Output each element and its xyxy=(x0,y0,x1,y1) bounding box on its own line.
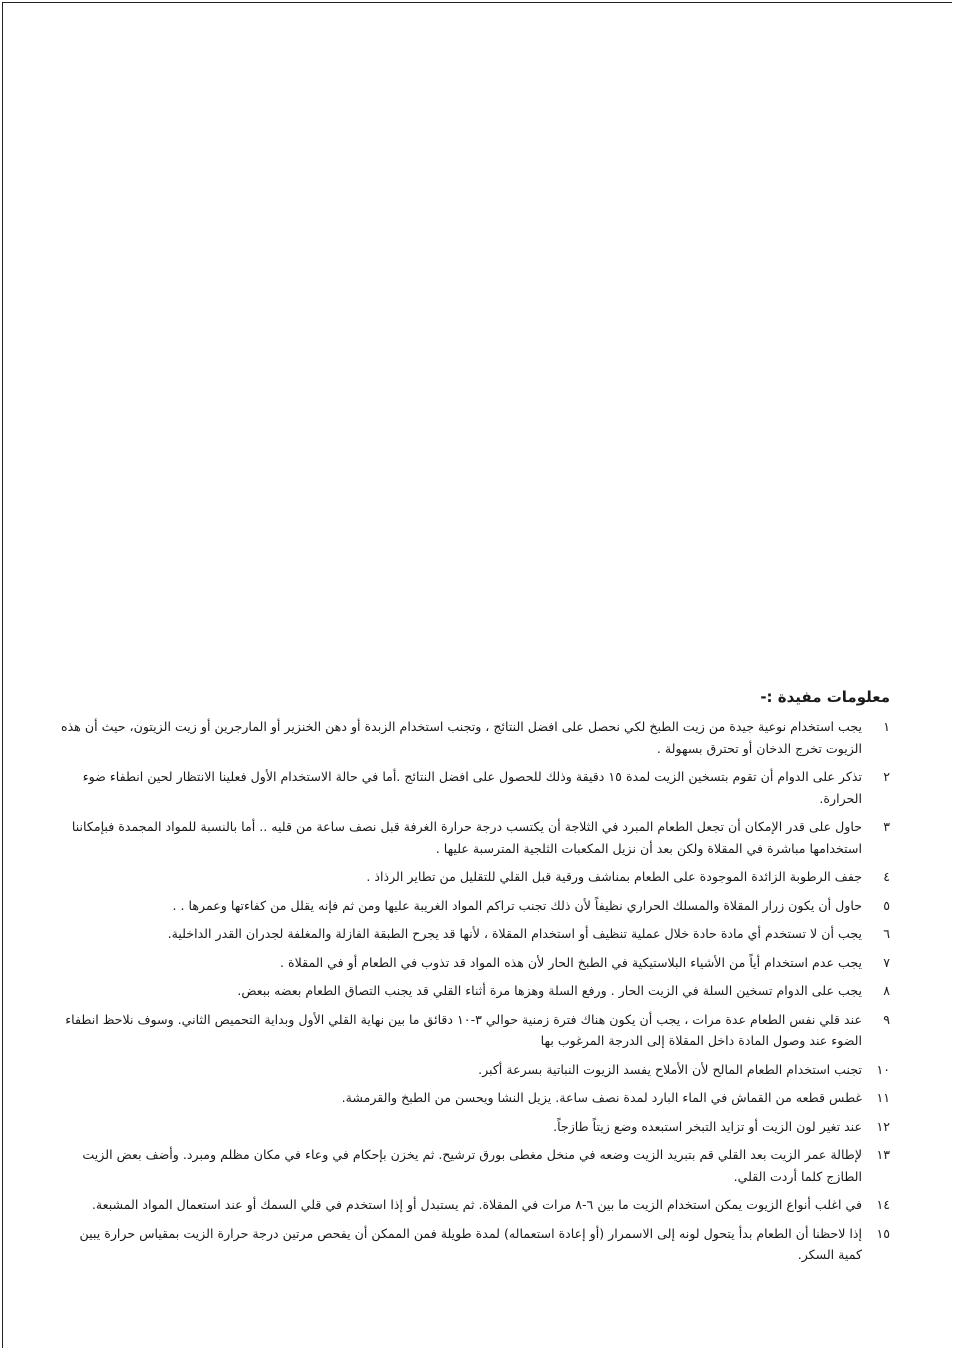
section-title: معلومات مفيدة :- xyxy=(760,688,890,706)
tip-item xyxy=(60,923,890,945)
tip-text: جفف الرطوبة الزائدة الموجودة على الطعام بمناشف ورقية قبل القلي للتقليل من تطاير الرذاذ . xyxy=(366,869,862,884)
tip-number: ٣ xyxy=(883,819,890,834)
tip-number: ٦ xyxy=(883,926,890,941)
tip-item xyxy=(60,866,890,888)
tip-text: تجنب استخدام الطعام المالح لأن الأملاح يفسد الزيوت النباتية بسرعة أكبر. xyxy=(478,1061,862,1077)
tip-number: ١٤ xyxy=(876,1197,890,1212)
tip-text: حاول أن يكون زرار المقلاة والمسلك الحراري نظيفاً لأن ذلك تجنب تراكم المواد الغريبة عليها ومن ثم فإنه يقلل من كفاءتها وعمرها . . xyxy=(172,897,862,913)
tip-number: ١٠ xyxy=(876,1061,890,1077)
tip-text: لإطالة عمر الزيت بعد القلي قم بتبريد الزيت وضعه في منخل مغطى بورق ترشيح. ثم يخزن بإحكام في وعاء في مكان مظلم ومبرد. وأضف بعض الزيت الطازج كلما أردت القلي. xyxy=(82,1147,862,1184)
tip-item xyxy=(60,980,890,1002)
tip-number: ٩ xyxy=(883,1011,890,1027)
tip-text: إذا لاحظنا أن الطعام بدأ يتحول لونه إلى الاسمرار (أو إعادة استعماله) لمدة طويلة فمن الممكن أن يفحص مرتين درجة حرارة الزيت بمقياس حرارة يبين كمية السكر. xyxy=(79,1225,862,1262)
tip-number: ٤ xyxy=(883,869,890,884)
tip-number: ٢ xyxy=(883,769,890,784)
tip-text: حاول على قدر الإمكان أن تجعل الطعام المبرد في الثلاجة أن يكتسب درجة حرارة الغرفة قبل نصف ساعة من قليه .. أما بالنسبة للمواد المجمدة فبإمكاننا استخدامها مباشرة في المقلاة ولكن بعد أن نزيل المكعبات الثلجية المترسبة عليها . xyxy=(71,819,862,856)
tip-item xyxy=(60,1059,890,1081)
tip-text: عند قلي نفس الطعام عدة مرات ، يجب أن يكون هناك فترة زمنية حوالي ٣-١٠ دقائق ما بين نهاية القلي الأول وبداية التحميص الثاني. وسوف نلاحظ انطفاء الضوء عند وصول المادة داخل المقلاة إلى الدرجة المرغوب بها xyxy=(65,1011,862,1048)
tip-item xyxy=(60,1087,890,1109)
tip-item xyxy=(60,1144,890,1187)
tip-item xyxy=(60,816,890,859)
tip-number: ١٢ xyxy=(876,1118,890,1134)
tip-text: في اغلب أنواع الزيوت يمكن استخدام الزيت ما بين ٦-٨ مرات في المقلاة. ثم يستبدل أو إذا استخدم في قلي السمك أو عند استعمال المواد المشبعة. xyxy=(91,1197,862,1212)
tip-text: عند تغير لون الزيت أو تزايد التبخر استبعده وضع زيتاً طازجاً. xyxy=(553,1118,862,1134)
tip-number: ١ xyxy=(883,719,890,734)
tip-item xyxy=(60,1116,890,1138)
tip-text: غطس قطعه من القماش في الماء البارد لمدة نصف ساعة. يزيل النشا ويحسن من الطبخ والقرمشة. xyxy=(341,1090,862,1105)
tip-number: ٧ xyxy=(883,954,890,970)
tip-item xyxy=(60,1194,890,1216)
tip-item xyxy=(60,766,890,809)
tip-number: ١٥ xyxy=(876,1225,890,1241)
tip-number: ١٣ xyxy=(876,1147,890,1162)
tip-text: تذكر على الدوام أن تقوم بتسخين الزيت لمدة ١٥ دقيقة وذلك للحصول على افضل النتائج .أما في حالة الاستخدام الأول فعلينا الانتظار لحين انطفاء ضوء الحرارة. xyxy=(82,769,862,806)
tips-list xyxy=(60,716,890,1266)
tip-text: يجب استخدام نوعية جيدة من زيت الطبخ لكي نحصل على افضل النتائج ، وتجنب استخدام الزبدة أو دهن الخنزير أو المارجرين أو زيت الزيتون، حيث أن هذه الزيوت تخرج الدخان أو تحترق بسهولة . xyxy=(60,719,862,756)
tip-text: يجب أن لا تستخدم أي مادة حادة خلال عملية تنظيف أو استخدام المقلاة ، لأنها قد يجرح الطبقة الفازلة والمغلفة لجدران القدر الداخلية. xyxy=(167,926,862,941)
tip-item xyxy=(60,1009,890,1052)
tip-item xyxy=(60,895,890,917)
tip-item xyxy=(60,716,890,759)
tip-item xyxy=(60,1223,890,1266)
tip-number: ٨ xyxy=(883,983,890,998)
tip-item xyxy=(60,952,890,974)
tip-text: يجب على الدوام تسخين السلة في الزيت الحار . ورفع السلة وهزها مرة أثناء القلي قد يجنب التصاق الطعام بعضه ببعض. xyxy=(237,983,862,998)
useful-info-section xyxy=(60,686,890,1273)
tip-text: يجب عدم استخدام أياً من الأشياء البلاستيكية في الطبخ الحار لأن هذه المواد قد تذوب في الطعام أو في المقلاة . xyxy=(280,954,862,970)
tip-number: ٥ xyxy=(883,897,890,913)
tip-number: ١١ xyxy=(876,1090,890,1105)
